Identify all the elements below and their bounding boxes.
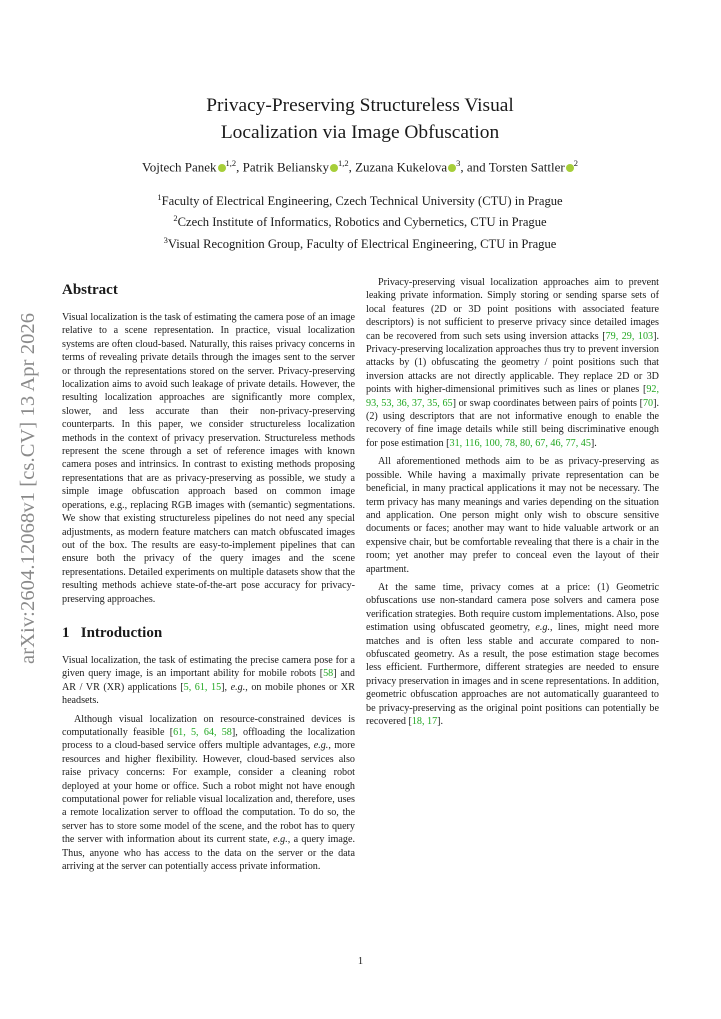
affiliation: $^3$Visual Recognition Group, Faculty of Electrical Engineering, CTU in Prague (163, 234, 557, 251)
left-column (62, 276, 355, 878)
abstract-heading: Abstract (62, 282, 118, 298)
section-title: Introduction (80, 624, 163, 641)
title-line-2: Localization via Image Obfuscation (220, 122, 500, 143)
citation-link[interactable]: 92, 93, 53, 36, 37, 35, 65 (366, 384, 659, 409)
author-name: Vojtech Panek (142, 159, 217, 175)
intro-paragraph-2: Although visual localization on resource-constrained devices is computationally feasible [61, 5, 64, 58], offloading the localization process to a cloud-based service offers multiple advantages, e.g., more resources and higher flexibility. However, cloud-based services also raise privacy concerns: For example, consider a cleaning robot deployed at your home or office. Such a robot might not have enough computational power for reliable visual localization and, therefore, uses a remote localization server to offload the computation. To do so, the server has to store some model of the scene, and the robot has to query the server with information about its current state, e.g., a query image. Thus, anyone who has access to the data on the server or the data arriving at the server can potentially access private information. (62, 713, 356, 873)
affiliation: $^1$Faculty of Electrical Engineering, Czech Technical University (CTU) in Prague (157, 192, 563, 209)
orcid-icon[interactable] (218, 164, 226, 172)
intro-paragraph-4: All aforementioned methods aim to be as privacy-preserving as possible. While having a maximally private representation can be beneficial, in many practical applications it may not be necessary. The term privacy has many meanings and varies depending on the situation and application. One person might only wish to obscure sensitive documents or faces; another may want to hide valuable artwork or an expensive chair, but be comfortable revealing that there is a chair in the room; yet another may prefer to conceal even the layout of their apartment. (366, 456, 659, 575)
citation-link[interactable]: 61, 5, 64, 58 (173, 726, 232, 738)
title-line-1: Privacy-Preserving Structureless Visual (206, 95, 514, 116)
citation-link[interactable]: 18, 17 (411, 716, 438, 727)
author-affiliation-marker: 1,2 (225, 158, 237, 168)
intro-paragraph-3: Privacy-preserving visual localization approaches aim to prevent leaking private information. Simply storing or sending sparse sets of local features (2D or 3D point positions with associated feature descriptors) is not sufficient to preserve privacy since detailed images can be recovered from such sets using inversion attacks [79, 29, 103]. Privacy-preserving localization approaches thus try to prevent inversion attacks by (1) obfuscating the geometry / point positions such that inversion attacks are not directly applicable. They replace 2D or 3D points with higher-dimensional primitives such as lines or planes [92, 93, 53, 36, 37, 35, 65] or swap coordinates between pairs of points [70]. (2) using descriptors that are not informative enough to enable the recovery of fine image details while still being discriminative enough for pose estimation [31, 116, 100, 78, 80, 67, 46, 77, 45]. (366, 277, 660, 449)
right-column (366, 276, 659, 733)
author-list: Vojtech Panek $^{1,2}$, Patrik Beliansky $^{1,2}$, Zuzana Kukelova $^3$, and Torsten Sattler $^2$ (142, 158, 578, 175)
author-affiliation-marker: 2 (573, 158, 578, 168)
intro-paragraph-1: Visual localization, the task of estimating the precise camera pose for a given query image, is an important ability for mobile robots [58] and AR / VR (XR) applications [5, 61, 15], e.g., on mobile phones or XR headsets. (62, 654, 355, 707)
affiliation: $^2$Czech Institute of Informatics, Robotics and Cybernetics, CTU in Prague (173, 213, 547, 230)
abstract-text: Visual localization is the task of estimating the camera pose of an image relative to a scene representation. In practice, visual localization systems are often cloud-based. Naturally, this raises privacy concerns in terms of revealing private details through the images sent to the server or through the representations stored on the server. Privacy-preserving localization aims to avoid such leakage of private details. However, the resulting localization approaches are significantly more complex, slower, and less accurate than their non-privacy-preserving counterparts. In this paper, we consider structureless localization methods in the context of privacy preservation. Structureless methods represent the scene through a set of reference images with known camera poses and intrinsics. In contrast to existing methods proposing representations that are as privacy-preserving as possible, we study a simple image obfuscation approach based on common image operations, e.g., replacing RGB images with (semantic) segmentations. We show that existing structureless pipelines do not need any special adjustments, as modern feature matchers can match obfuscated images out of the box. The results are easy-to-implement pipelines that can ensure both the privacy of the query images and the scene representations. Detailed experiments on multiple datasets show that the resulting methods achieve state-of-the-art pose accuracy for privacy-preserving approaches. (62, 312, 355, 605)
intro-paragraph-5: At the same time, privacy comes at a price: (1) Geometric obfuscations use non-standard camera pose solvers and camera pose verification strategies. Both require custom implementations. Also, pose estimation using obfuscated geometry, e.g., lines, might need more matches and is often less stable and accurate compared to non-obfuscated geometry. As a result, the pose estimation stage becomes less efficient. Furthermore, different strategies are needed to ensure privacy preservation in images and in scene representations. In addition, geometric obfuscation approaches are not automatically guaranteed to be privacy-preserving as the original point positions can potentially be recovered [18, 17]. (366, 581, 660, 727)
orcid-icon[interactable] (448, 164, 456, 172)
introduction-heading (62, 623, 355, 643)
citation-link[interactable]: 79, 29, 103 (605, 330, 654, 342)
author-affiliation-marker: 1,2 (337, 158, 349, 168)
orcid-icon[interactable] (566, 164, 574, 172)
author-name: Patrik Beliansky (242, 159, 329, 175)
orcid-icon[interactable] (330, 164, 338, 172)
citation-link[interactable]: 58 (323, 668, 334, 680)
paper-title (60, 92, 660, 146)
affiliation-list (60, 189, 660, 253)
citation-link[interactable]: 31, 116, 100, 78, 80, 67, 46, 77, 45 (449, 437, 591, 449)
citation-link[interactable]: 70 (642, 397, 654, 409)
author-affiliation-marker: 3 (456, 158, 461, 168)
page-number: 1 (357, 956, 364, 967)
citation-link[interactable]: 5, 61, 15 (183, 681, 222, 693)
author-name: Zuzana Kukelova (355, 159, 448, 175)
section-number: 1 (62, 624, 70, 641)
arxiv-identifier: arXiv:2604.12068v1 [cs.CV] 13 Apr 2026 (17, 312, 39, 664)
author-name: Torsten Sattler (488, 159, 565, 175)
